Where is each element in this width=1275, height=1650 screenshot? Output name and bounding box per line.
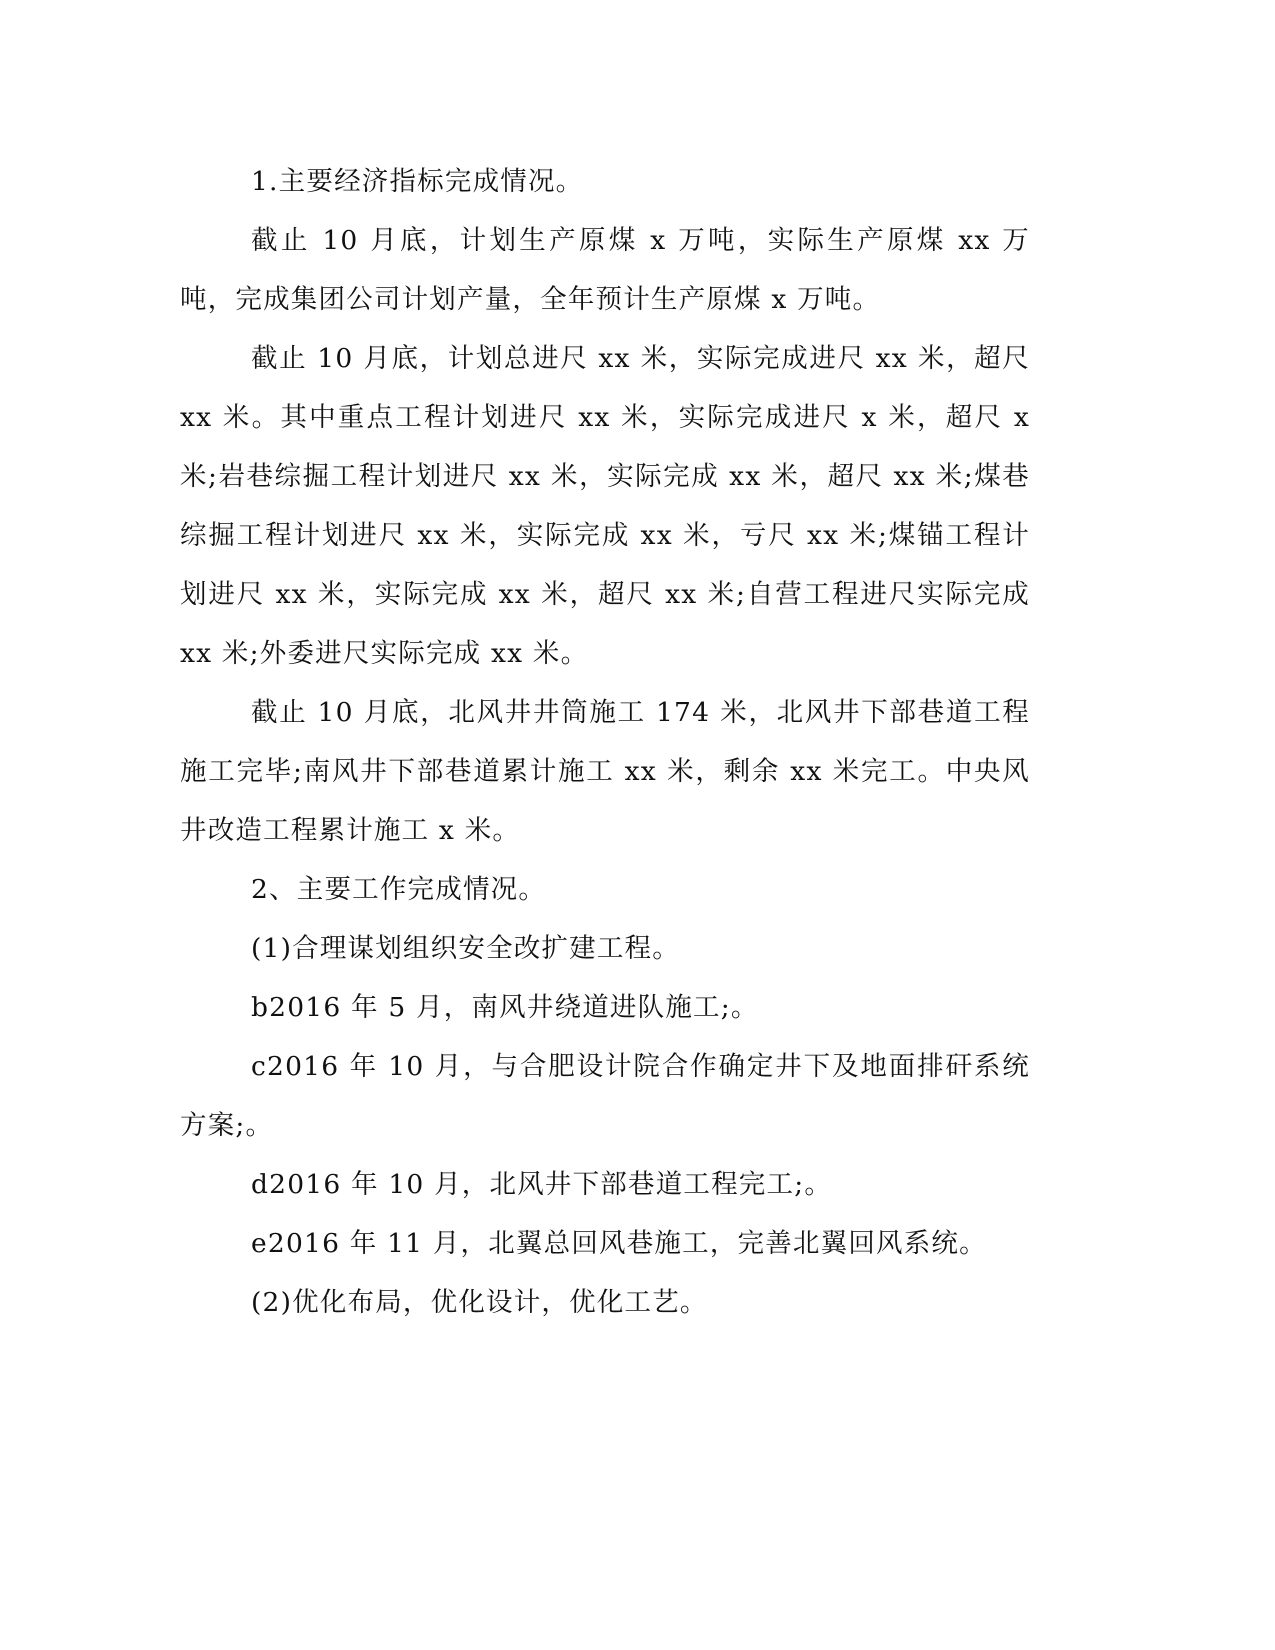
document-body	[180, 152, 1030, 1332]
paragraph-item-e: e2016 年 11 月，北翼总回风巷施工，完善北翼回风系统。	[251, 1228, 987, 1259]
paragraph-excavation-footage: 截止 10 月底，计划总进尺 xx 米，实际完成进尺 xx 米，超尺 xx 米。其中重点工程计划进尺 xx 米，实际完成进尺 x 米，超尺 x 米;岩巷综掘工程计划进尺 xx 米，实际完成 xx 米，超尺 xx 米;煤巷综掘工程计划进尺 xx 米，实际完成 xx 米，亏尺 xx 米;煤锚工程计划进尺 xx 米，实际完成 xx 米，超尺 xx 米;自营工程进尺实际完成 xx 米;外委进尺实际完成 xx 米。	[180, 343, 1030, 669]
paragraph-item-c: c2016 年 10 月，与合肥设计院合作确定井下及地面排矸系统方案;。	[180, 1051, 1030, 1141]
paragraph-item-d: d2016 年 10 月，北风井下部巷道工程完工;。	[251, 1169, 833, 1200]
paragraph-item-1: (1)合理谋划组织安全改扩建工程。	[251, 933, 680, 964]
paragraph-item-2: (2)优化布局，优化设计，优化工艺。	[251, 1287, 708, 1318]
paragraph-item-b: b2016 年 5 月，南风井绕道进队施工;。	[251, 992, 759, 1023]
paragraph-ventilation-shafts: 截止 10 月底，北风井井筒施工 174 米，北风井下部巷道工程施工完毕;南风井下部巷道累计施工 xx 米，剩余 xx 米完工。中央风井改造工程累计施工 x 米。	[180, 697, 1030, 846]
paragraph-heading-economic-indicators: 1.主要经济指标完成情况。	[251, 166, 584, 197]
paragraph-coal-production: 截止 10 月底，计划生产原煤 x 万吨，实际生产原煤 xx 万吨，完成集团公司计划产量，全年预计生产原煤 x 万吨。	[180, 225, 1030, 315]
paragraph-heading-main-work: 2、主要工作完成情况。	[251, 874, 547, 905]
